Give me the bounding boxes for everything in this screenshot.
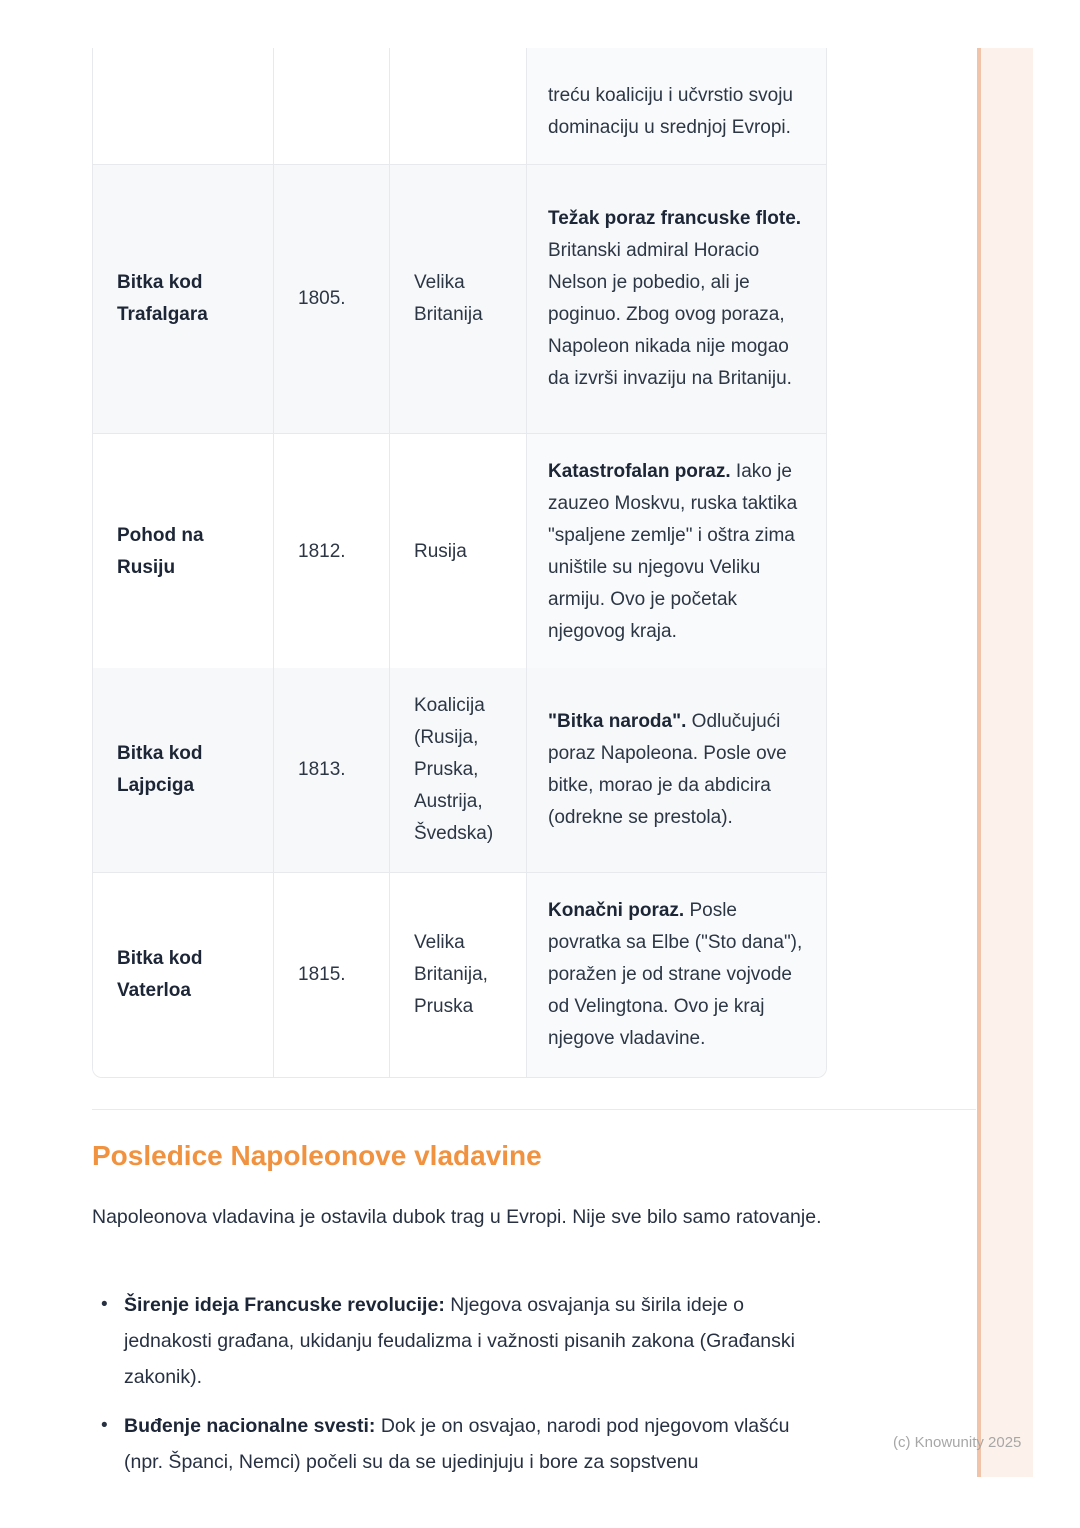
outcome-cell: treću koaliciju i učvrstio svoju dominaciju u srednjoj Evropi. xyxy=(527,48,826,164)
opponent-cell: Velika Britanija xyxy=(390,165,527,433)
battle-cell: Pohod na Rusiju xyxy=(93,434,274,670)
year-cell: 1812. xyxy=(274,434,390,670)
table-row xyxy=(93,165,826,434)
outcome-cell: "Bitka naroda". Odlučujući poraz Napoleona. Posle ove bitke, morao je da abdicira (odrekne se prestola). xyxy=(527,668,826,872)
year-cell: 1805. xyxy=(274,165,390,433)
watermark: (c) Knowunity 2025 xyxy=(893,1434,1022,1451)
year-cell: 1813. xyxy=(274,668,390,872)
bullet-icon: • xyxy=(101,1294,108,1315)
battle-cell xyxy=(93,48,274,164)
opponent-cell: Rusija xyxy=(390,434,527,670)
table-row xyxy=(93,668,826,873)
napoleon-battles-table xyxy=(92,48,827,1078)
battle-cell: Bitka kod Trafalgara xyxy=(93,165,274,433)
section-intro-paragraph: Napoleonova vladavina je ostavila dubok trag u Evropi. Nije sve bilo samo ratovanje. xyxy=(92,1206,822,1228)
opponent-cell: Velika Britanija, Pruska xyxy=(390,873,527,1077)
outcome-cell: Težak poraz francuske flote. Britanski admiral Horacio Nelson je pobedio, ali je poginuo. Zbog ovog poraza, Napoleon nikada nije mogao da izvrši invaziju na Britaniju. xyxy=(527,165,826,433)
outcome-cell: Konačni poraz. Posle povratka sa Elbe ("Sto dana"), poražen je od strane vojvode od Velingtona. Ovo je kraj njegove vladavine. xyxy=(527,873,826,1077)
opponent-cell xyxy=(390,48,527,164)
table-row xyxy=(93,48,826,165)
outcome-cell: Katastrofalan poraz. Iako je zauzeo Moskvu, ruska taktika "spaljene zemlje" i oštra zima uništile su njegovu Veliku armiju. Ovo je početak njegovog kraja. xyxy=(527,434,826,670)
year-cell xyxy=(274,48,390,164)
table-row xyxy=(93,873,826,1077)
section-heading: Posledice Napoleonove vladavine xyxy=(92,1140,542,1171)
bullet-icon: • xyxy=(101,1415,108,1436)
opponent-cell: Koalicija (Rusija, Pruska, Austrija, Švedska) xyxy=(390,668,527,872)
section-divider xyxy=(92,1109,976,1110)
battle-cell: Bitka kod Lajpciga xyxy=(93,668,274,872)
year-cell: 1815. xyxy=(274,873,390,1077)
consequences-bullet-list xyxy=(101,1287,816,1493)
page-accent-stripe xyxy=(977,48,1033,1477)
list-item: • Buđenje nacionalne svesti: Dok je on osvajao, narodi pod njegovom vlašću (npr. Španci, Nemci) počeli su da se ujedinjuju i bore za sopstvenu xyxy=(101,1408,816,1480)
battle-cell: Bitka kod Vaterloa xyxy=(93,873,274,1077)
list-item: • Širenje ideja Francuske revolucije: Njegova osvajanja su širila ideje o jednakosti građana, ukidanju feudalizma i važnosti pisanih zakona (Građanski zakonik). xyxy=(101,1287,816,1395)
table-row xyxy=(93,434,826,668)
